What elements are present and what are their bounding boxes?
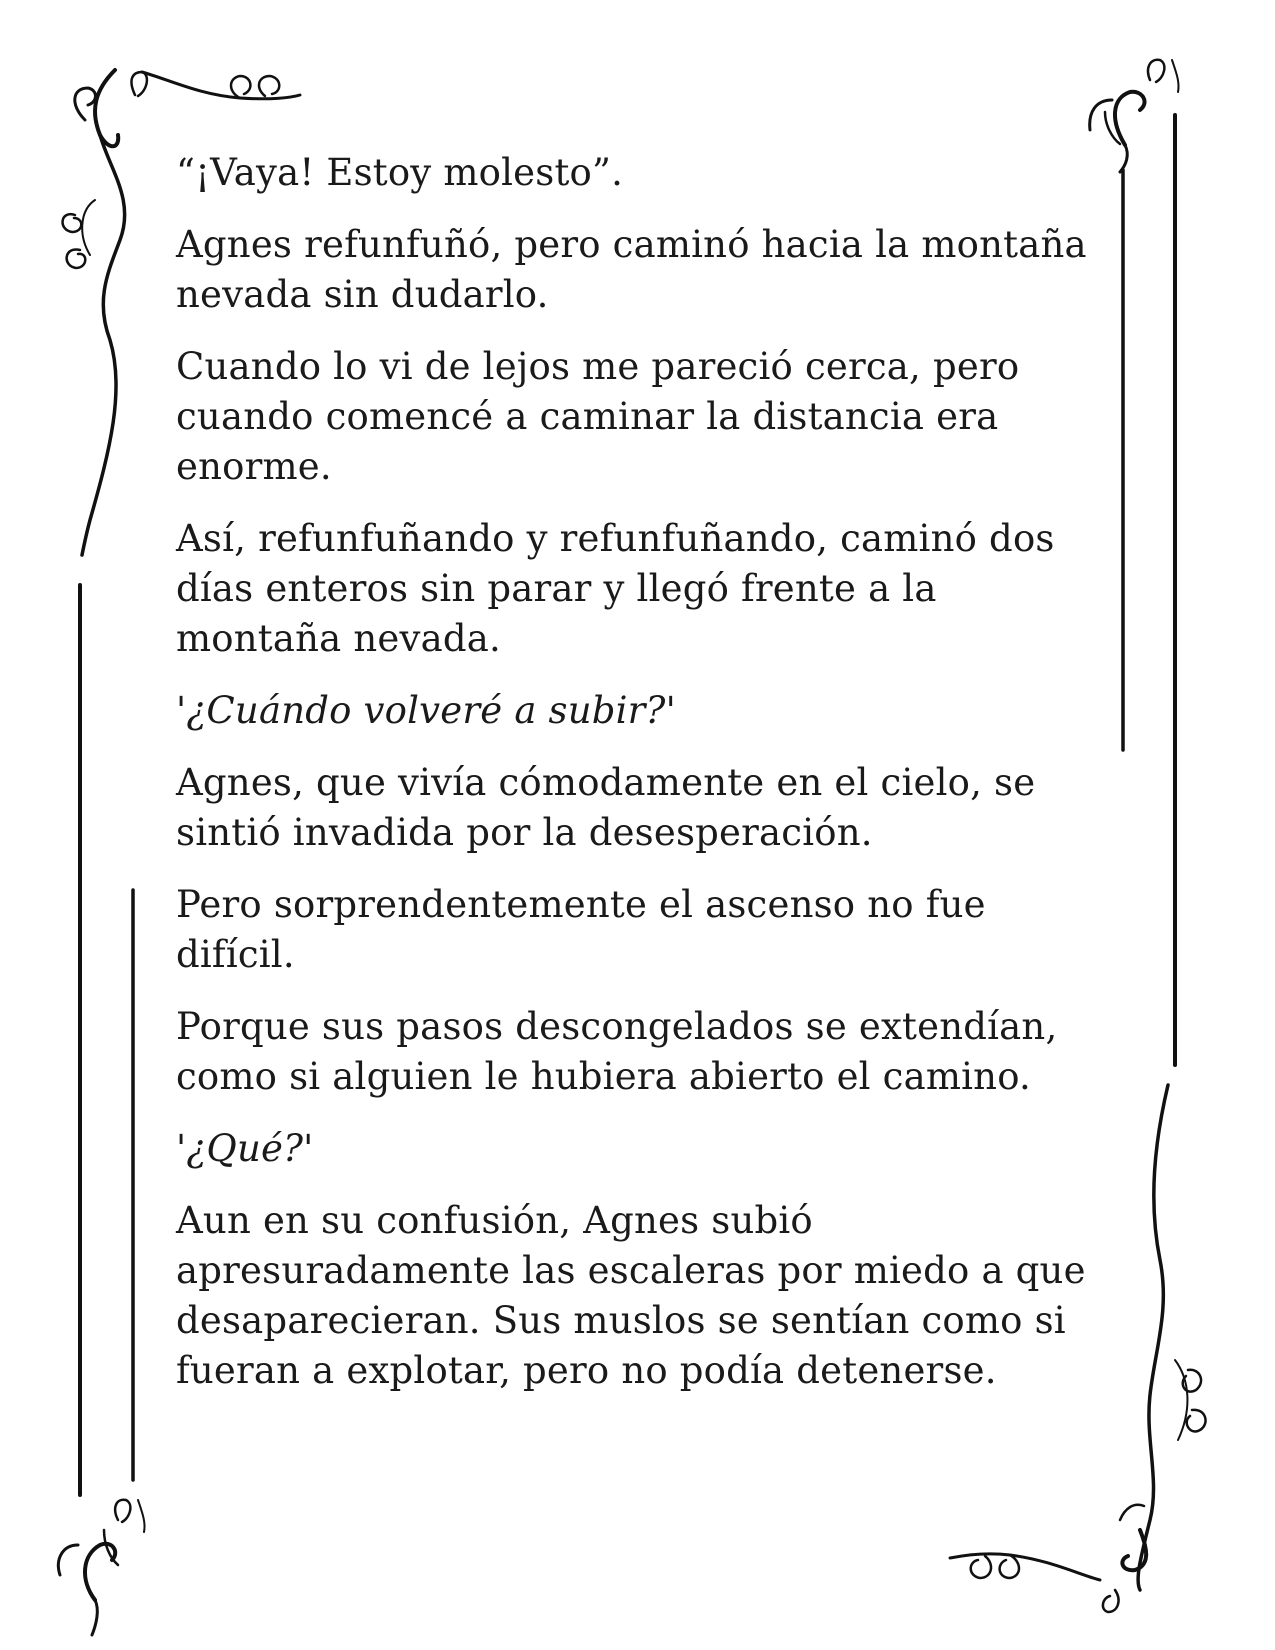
paragraph-thought-climb: '¿Cuándo volveré a subir?' [176, 689, 676, 732]
paragraph-steps: Porque sus pasos descongelados se extendían, como si alguien le hubiera abierto el camino. [176, 1005, 1058, 1098]
bottom-left-flourish-ornament [58, 1500, 144, 1635]
paragraph-despair: Agnes, que vivía cómodamente en el cielo, se sintió invadida por la desesperación. [176, 761, 1036, 854]
paragraph-thought-what: '¿Qué?' [176, 1127, 314, 1170]
paragraph-distance: Cuando lo vi de lejos me pareció cerca, pero cuando comencé a caminar la distancia era enorme. [176, 345, 1020, 488]
paragraph-agnes-walks: Agnes refunfuñó, pero caminó hacia la montaña nevada sin dudarlo. [176, 223, 1087, 316]
paragraph-ascent: Pero sorprendentemente el ascenso no fue difícil. [176, 883, 986, 976]
paragraph-exclamation: “¡Vaya! Estoy molesto”. [176, 151, 624, 194]
top-right-flourish-ornament [1090, 60, 1179, 172]
paragraph-two-days: Así, refunfuñando y refunfuñando, caminó dos días enteros sin parar y llegó frente a la montaña nevada. [176, 517, 1055, 660]
paragraph-stairs: Aun en su confusión, Agnes subió apresuradamente las escaleras por miedo a que desaparecieran. Sus muslos se sentían como si fueran a explotar, pero no podía detenerse. [176, 1199, 1086, 1392]
story-text [176, 148, 1096, 1418]
